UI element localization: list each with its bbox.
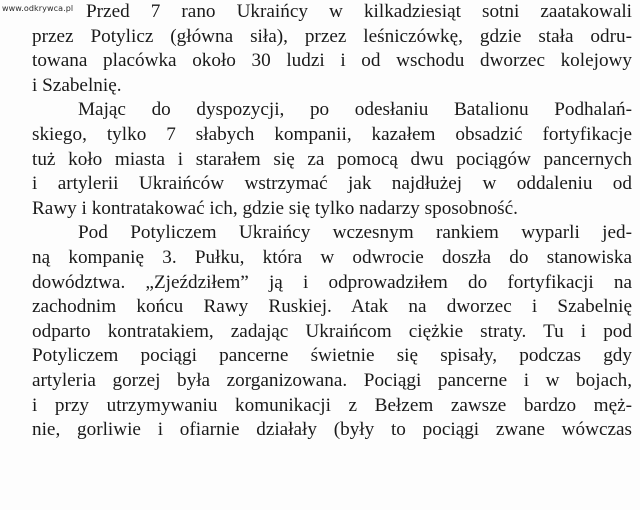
watermark: www.odkrywca.pl xyxy=(2,4,74,13)
text-line: i Szabelnię. xyxy=(32,74,122,96)
text-line: Potyliczem pociągi pancerne świetnie się spisały, podczas gdy xyxy=(32,345,632,367)
text-line: artyleria gorzej była zorganizowana. Pociągi pancerne i w bojach, xyxy=(32,369,632,391)
text-line: towana placówka około 30 ludzi i od wschodu dworzec kolejowy xyxy=(32,50,632,72)
text-line: odparto kontratakiem, zadając Ukraińcom ciężkie straty. Tu i pod xyxy=(32,320,632,342)
text-line: Rawy i kontratakować ich, gdzie się tylko nadarzy sposobność. xyxy=(32,197,518,219)
text-line: skiego, tylko 7 słabych kompanii, kazałem obsadzić fortyfikacje xyxy=(32,123,632,145)
text-line: ną kompanię 3. Pułku, która w odwrocie doszła do stanowiska xyxy=(32,246,632,268)
document-text xyxy=(32,0,632,443)
text-line: tuż koło miasta i starałem się za pomocą dwu pociągów pancernych xyxy=(32,148,632,170)
text-line: Pod Potyliczem Ukraińcy wczesnym rankiem wyparli jed- xyxy=(78,222,632,244)
text-line: przez Potylicz (główna siła), przez leśniczówkę, gdzie stała odru- xyxy=(32,25,632,47)
text-line: Przed 7 rano Ukraińcy w kilkadziesiąt sotni zaatakowali xyxy=(86,1,632,22)
text-line: dowództwa. „Zjeździłem” ją i odprowadziłem do fortyfikacji na xyxy=(32,271,632,293)
text-line: nie, gorliwie i ofiarnie działały (były to pociągi zwane wówczas xyxy=(32,419,632,441)
text-line: zachodnim końcu Rawy Ruskiej. Atak na dworzec i Szabelnię xyxy=(32,296,632,318)
text-line: i artylerii Ukraińców wstrzymać jak najdłużej w oddaleniu od xyxy=(32,173,632,195)
text-line: Mając do dyspozycji, po odesłaniu Batalionu Podhalań- xyxy=(78,99,632,121)
text-line: i przy utrzymywaniu komunikacji z Bełzem zawsze bardzo męż- xyxy=(32,394,632,416)
